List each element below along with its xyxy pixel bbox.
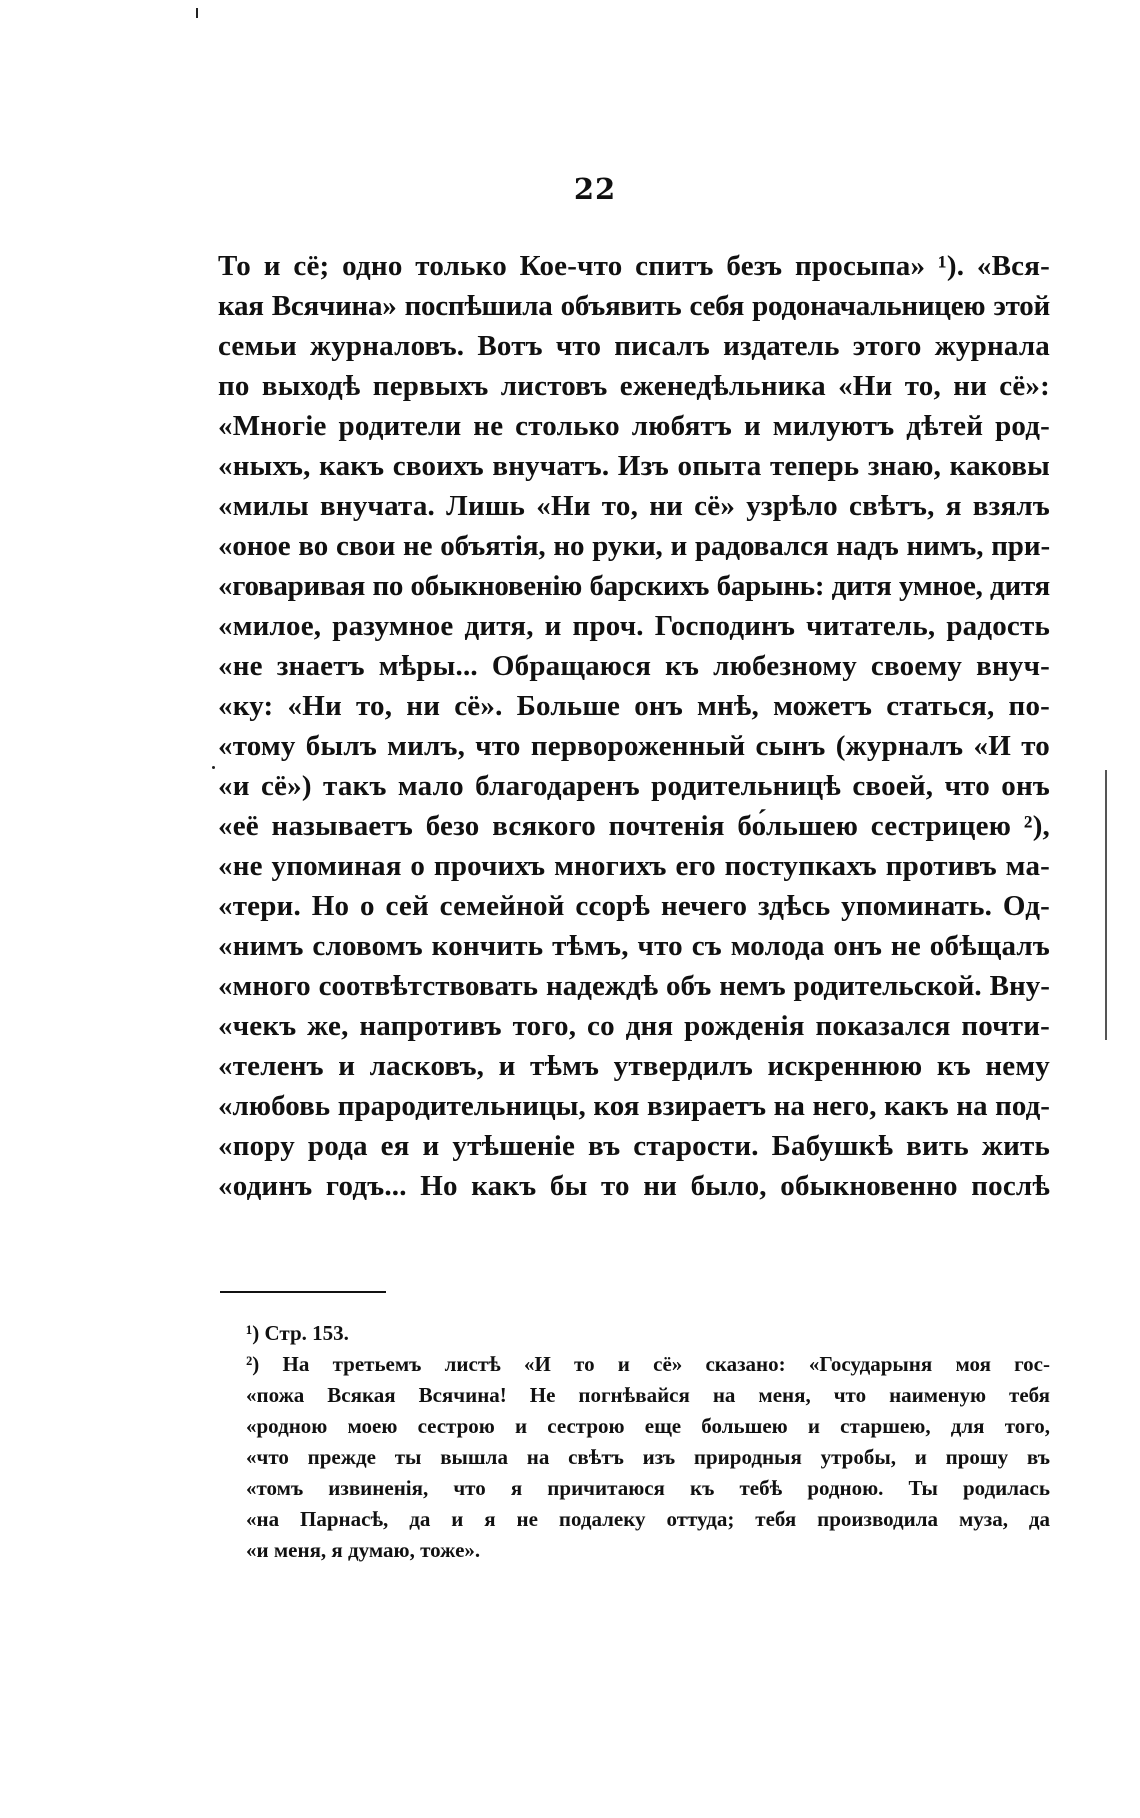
body-line-18: «нимъ словомъ кончить тѣмъ, что съ молода онъ не обѣщалъ <box>218 930 1050 962</box>
body-line-15: «её называетъ безо всякого почтенія бо́льшею сестрицею ²), <box>218 810 1050 842</box>
body-line-5: «Многіе родители не столько любятъ и милуютъ дѣтей род- <box>218 410 1050 442</box>
scan-artifact-right-bar <box>1105 770 1107 1040</box>
footnote-2-line-2: «пожа Всякая Всячина! Не погнѣвайся на меня, что наименую тебя <box>246 1383 1050 1407</box>
body-line-2: кая Всячина» поспѣшила объявить себя родоначальницею этой <box>218 290 1050 322</box>
body-line-24: «одинъ годъ... Но какъ бы то ни было, обыкновенно послѣ <box>218 1170 1050 1202</box>
footnote-2-line-4: «что прежде ты вышла на свѣтъ изъ природныя утробы, и прошу въ <box>246 1445 1050 1469</box>
body-line-4: по выходѣ первыхъ листовъ еженедѣльника «Ни то, ни сё»: <box>218 370 1050 402</box>
body-line-1: То и сё; одно только Кое-что спитъ безъ просыпа» ¹). «Вся- <box>218 250 1050 282</box>
body-line-23: «пору рода ея и утѣшеніе въ старости. Бабушкѣ вить жить <box>218 1130 1050 1162</box>
body-line-21: «теленъ и ласковъ, и тѣмъ утвердилъ искреннюю къ нему <box>218 1050 1050 1082</box>
body-line-8: «оное во свои не объятія, но руки, и радовался надъ нимъ, при- <box>218 530 1050 562</box>
body-line-7: «милы внучата. Лишь «Ни то, ни сё» узрѣло свѣтъ, я взялъ <box>218 490 1050 522</box>
body-line-22: «любовь прародительницы, коя взираетъ на него, какъ на под- <box>218 1090 1050 1122</box>
footnote-2-line-1: ²) На третьемъ листѣ «И то и сё» сказано: «Государыня моя гос- <box>246 1352 1050 1376</box>
footnote-1: ¹) Стр. 153. <box>246 1321 349 1345</box>
body-line-14: «и сё») такъ мало благодаренъ родительницѣ своей, что онъ <box>218 770 1050 802</box>
body-line-20: «чекъ же, напротивъ того, со дня рожденія показался почти- <box>218 1010 1050 1042</box>
scan-artifact-dot <box>212 766 215 769</box>
body-line-17: «тери. Но о сей семейной ссорѣ нечего здѣсь упоминать. Од- <box>218 890 1050 922</box>
body-text <box>218 246 1050 1206</box>
body-line-19: «много соотвѣтствовать надеждѣ объ немъ родительской. Вну- <box>218 970 1050 1002</box>
body-line-9: «говаривая по обыкновенію барскихъ барынь: дитя умное, дитя <box>218 570 1050 602</box>
body-line-11: «не знаетъ мѣры... Обращаюся къ любезному своему внуч- <box>218 650 1050 682</box>
footnote-separator <box>220 1291 386 1293</box>
footnote-2-line-7: «и меня, я думаю, тоже». <box>246 1538 481 1562</box>
footnote-2-line-3: «родною моею сестрою и сестрою еще большею и старшею, для того, <box>246 1414 1050 1438</box>
footnote-2-line-6: «на Парнасѣ, да и я не подалеку оттуда; тебя производила муза, да <box>246 1507 1050 1531</box>
body-line-3: семьи журналовъ. Вотъ что писалъ издатель этого журнала <box>218 330 1050 362</box>
body-line-13: «тому былъ милъ, что первороженный сынъ (журналъ «И то <box>218 730 1050 762</box>
body-line-16: «не упоминая о прочихъ многихъ его поступкахъ противъ ма- <box>218 850 1050 882</box>
body-line-10: «милое, разумное дитя, и проч. Господинъ читатель, радость <box>218 610 1050 642</box>
scan-artifact-top <box>196 8 198 18</box>
page-number: 22 <box>573 172 617 206</box>
body-line-12: «ку: «Ни то, ни сё». Больше онъ мнѣ, можетъ статься, по- <box>218 690 1050 722</box>
footnotes <box>230 1318 1050 1566</box>
footnote-2-line-5: «томъ извиненія, что я причитаюся къ тебѣ родною. Ты родилась <box>246 1476 1050 1500</box>
body-line-6: «ныхъ, какъ своихъ внучатъ. Изъ опыта теперь знаю, каковы <box>218 450 1050 482</box>
